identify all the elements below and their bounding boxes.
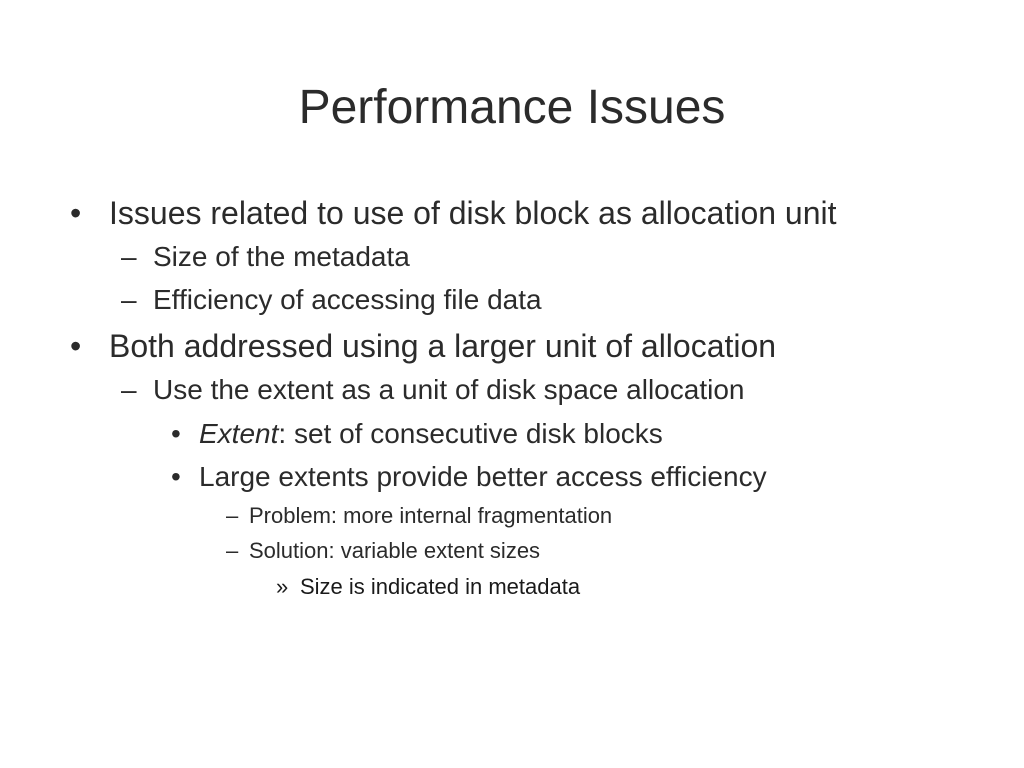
bullet-level5: Size is indicated in metadata	[300, 574, 581, 599]
bullet-level3: Large extents provide better access efficiency	[199, 461, 767, 492]
bullet-dash-icon: –	[121, 374, 137, 405]
bullet-level4: Problem: more internal fragmentation	[249, 503, 613, 528]
bullet-level2: Size of the metadata	[153, 241, 410, 272]
extent-term: Extent	[199, 418, 279, 449]
bullet-dash-icon: –	[226, 538, 239, 563]
bullet-level1: Issues related to use of disk block as allocation unit	[109, 195, 837, 231]
bullet-dot-icon: •	[171, 461, 181, 492]
bullet-dot-icon: •	[70, 328, 82, 364]
bullet-level2: Use the extent as a unit of disk space allocation	[153, 374, 745, 405]
bullet-level1: Both addressed using a larger unit of allocation	[109, 328, 777, 364]
bullet-dash-icon: –	[121, 284, 137, 315]
extent-definition: : set of consecutive disk blocks	[278, 418, 663, 449]
bullet-dash-icon: –	[121, 241, 137, 272]
bullet-level2: Efficiency of accessing file data	[153, 284, 542, 315]
bullet-level4: Solution: variable extent sizes	[249, 538, 541, 563]
slide-title: Performance Issues	[298, 81, 726, 134]
bullet-level3	[199, 417, 663, 451]
bullet-dash-icon: –	[226, 503, 239, 528]
bullet-guillemet-icon: »	[276, 574, 289, 599]
bullet-dot-icon: •	[171, 418, 181, 449]
bullet-dot-icon: •	[70, 195, 82, 231]
